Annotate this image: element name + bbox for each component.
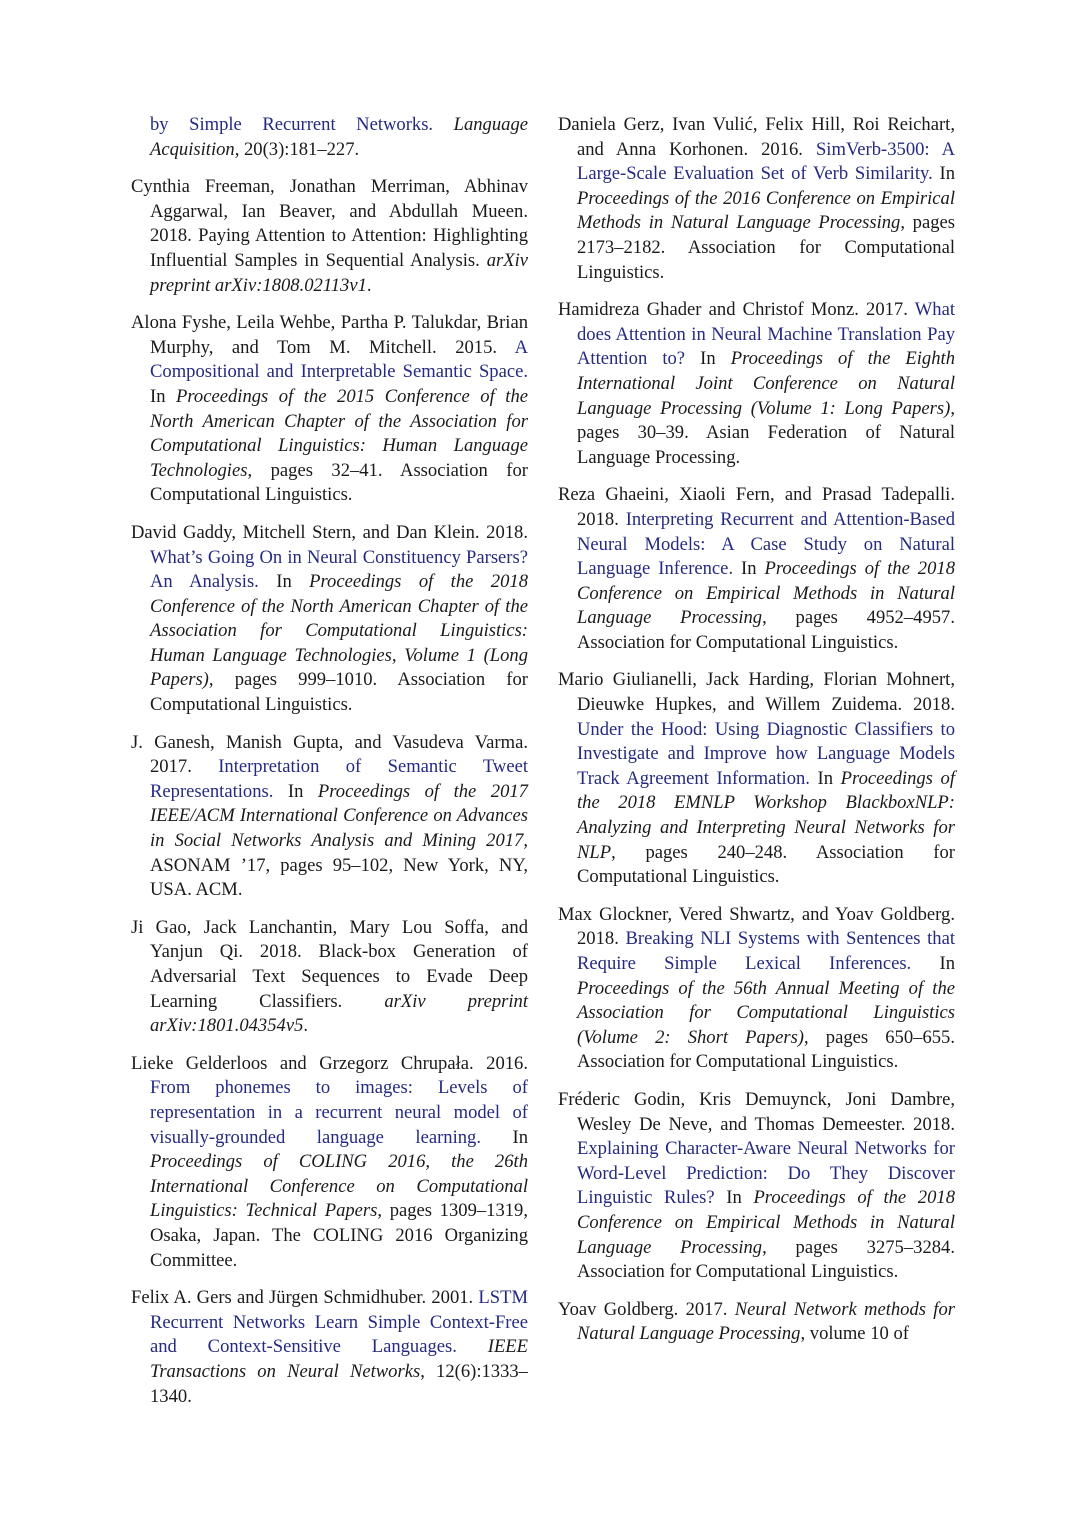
reference-title-link[interactable]: What’s Going On in Neural Constituency Parsers? An Analysis. [150, 546, 528, 593]
reference-venue: Proceedings of the 56th Annual Meeting of the Association for Computational Linguistics (Volume 2: Short Papers) [577, 977, 955, 1048]
reference-in: In [714, 1187, 754, 1209]
reference-title-link[interactable]: Explaining Character-Aware Neural Networks for Word-Level Prediction: Do They Discover Linguistic Rules? [577, 1138, 955, 1209]
reference-title-link[interactable]: Interpreting Recurrent and Attention-Based Neural Models: A Case Study on Natural Language Inference. [577, 508, 955, 580]
reference-in: In [932, 163, 955, 185]
reference-in: In [809, 767, 841, 789]
reference-venue: Language Acquisition [150, 114, 528, 160]
references-left-column [131, 113, 528, 1422]
reference-entry [131, 731, 528, 903]
reference-title: Paying Attention to Attention: Highlighting Influential Samples in Sequential Analysis. [150, 225, 528, 271]
reference-in: In [273, 780, 318, 802]
reference-authors: Cynthia Freeman, Jonathan Merriman, Abhinav Aggarwal, Ian Beaver, and Abdullah Mueen. 2018. [131, 176, 528, 247]
reference-title-link[interactable]: A Compositional and Interpretable Semantic Space. [150, 336, 528, 383]
reference-details: , pages 240–248. Association for Computational Linguistics. [577, 841, 955, 888]
reference-entry [558, 903, 955, 1075]
reference-in: In [733, 558, 765, 580]
reference-venue: Proceedings of the 2018 EMNLP Workshop BlackboxNLP: Analyzing and Interpreting Neural Networks for NLP [577, 767, 955, 863]
reference-authors: Felix A. Gers and Jürgen Schmidhuber. 2001. [131, 1287, 479, 1309]
reference-details: , pages 32–41. Association for Computational Linguistics. [150, 459, 528, 506]
reference-authors: Mario Giulianelli, Jack Harding, Florian Mohnert, Dieuwke Hupkes, and Willem Zuidema. 2018. [558, 669, 955, 716]
reference-venue: Proceedings of the 2016 Conference on Empirical Methods in Natural Language Processing [577, 187, 955, 234]
reference-authors: David Gaddy, Mitchell Stern, and Dan Klein. 2018. [131, 521, 528, 543]
reference-authors: Yoav Goldberg. 2017. [558, 1298, 735, 1320]
reference-details: , 20(3):181–227. [234, 138, 360, 160]
reference-in: In [911, 953, 955, 974]
reference-details: . [303, 1015, 309, 1037]
reference-entry [131, 916, 528, 1039]
reference-title-link[interactable]: What does Attention in Neural Machine Translation Pay Attention to? [577, 299, 955, 370]
reference-details: , pages 650–655. Association for Computational Linguistics. [577, 1026, 955, 1073]
reference-venue: Proceedings of the Eighth International Joint Conference on Natural Language Processing (Volume 1: Long Papers) [577, 348, 955, 419]
reference-authors: J. Ganesh, Manish Gupta, and Vasudeva Varma. 2017. [131, 731, 528, 778]
reference-entry [558, 113, 955, 285]
reference-authors: Alona Fyshe, Leila Wehbe, Partha P. Talukdar, Brian Murphy, and Tom M. Mitchell. 2015. [131, 312, 528, 358]
reference-entry [131, 113, 528, 162]
reference-authors: Fréderic Godin, Kris Demuynck, Joni Dambre, Wesley De Neve, and Thomas Demeester. 2018. [558, 1088, 955, 1135]
reference-venue: Proceedings of the 2015 Conference of the North American Chapter of the Association for Computational Linguistics: Human Language Technologies [150, 385, 529, 481]
reference-entry [558, 483, 955, 655]
reference-entry [558, 298, 955, 470]
reference-venue: arXiv preprint arXiv:1808.02113v1 [150, 249, 528, 296]
reference-title-link[interactable]: SimVerb-3500: A Large-Scale Evaluation Set of Verb Similarity. [577, 138, 955, 185]
reference-entry [558, 668, 955, 889]
reference-details: , pages 2173–2182. Association for Computational Linguistics. [577, 212, 955, 283]
reference-venue: Proceedings of the 2018 Conference on Empirical Methods in Natural Language Processing [577, 558, 955, 629]
reference-venue: Neural Network methods for Natural Language Processing [577, 1298, 956, 1345]
reference-entry [131, 1286, 528, 1409]
reference-in: In [685, 348, 731, 370]
reference-title-link[interactable]: by Simple Recurrent Networks. [150, 114, 434, 135]
reference-authors: Max Glockner, Vered Shwartz, and Yoav Goldberg. 2018. [558, 903, 955, 950]
reference-venue: arXiv preprint arXiv:1801.04354v5 [150, 990, 528, 1037]
reference-venue: Proceedings of the 2018 Conference on Empirical Methods in Natural Language Processing [577, 1187, 955, 1258]
reference-title-link[interactable]: Interpretation of Semantic Tweet Representations. [150, 756, 528, 802]
reference-venue: Proceedings of COLING 2016, the 26th International Conference on Computational Linguistics: Technical Papers [150, 1151, 528, 1222]
reference-venue: IEEE Transactions on Neural Networks [150, 1336, 529, 1382]
reference-authors: Reza Ghaeini, Xiaoli Fern, and Prasad Tadepalli. 2018. [558, 484, 955, 530]
reference-in: In [481, 1126, 528, 1148]
reference-details: , pages 1309–1319, Osaka, Japan. The COLING 2016 Organizing Committee. [150, 1200, 528, 1271]
reference-title: Black-box Generation of Adversarial Text Sequences to Evade Deep Learning Classifiers. [150, 941, 528, 1012]
reference-title-link[interactable]: From phonemes to images: Levels of representation in a recurrent neural model of visually-grounded language learning. [150, 1077, 528, 1148]
reference-venue: Proceedings of the 2018 Conference of the North American Chapter of the Association for Computational Linguistics: Human Language Technologies, Volume 1 (Long Papers) [150, 571, 528, 691]
reference-details: , pages 3275–3284. Association for Computational Linguistics. [577, 1236, 955, 1283]
reference-title-link[interactable]: Under the Hood: Using Diagnostic Classifiers to Investigate and Improve how Language Models Track Agreement Information. [577, 718, 955, 789]
reference-in: In [258, 571, 310, 593]
reference-details: , ASONAM ’17, pages 95–102, New York, NY, USA. ACM. [150, 830, 528, 901]
reference-entry [131, 521, 528, 718]
reference-details: , 12(6):1333–1340. [150, 1360, 528, 1407]
reference-entry [131, 311, 528, 508]
reference-venue: Proceedings of the 2017 IEEE/ACM International Conference on Advances in Social Networks Analysis and Mining 2017 [150, 780, 528, 852]
reference-title-link[interactable]: Breaking NLI Systems with Sentences that Require Simple Lexical Inferences. [577, 928, 956, 974]
reference-in [457, 1336, 488, 1357]
references-right-column [558, 113, 955, 1360]
reference-in: In [150, 385, 177, 407]
reference-entry [131, 1052, 528, 1273]
reference-details: . [366, 274, 372, 296]
reference-details: , pages 30–39. Asian Federation of Natural Language Processing. [577, 397, 955, 468]
reference-authors: Lieke Gelderloos and Grzegorz Chrupała. 2016. [131, 1052, 528, 1074]
reference-authors: Ji Gao, Jack Lanchantin, Mary Lou Soffa, and Yanjun Qi. 2018. [131, 916, 528, 963]
reference-authors: Hamidreza Ghader and Christof Monz. 2017. [558, 299, 915, 321]
reference-details: , volume 10 of [800, 1323, 909, 1345]
reference-details: , pages 999–1010. Association for Computational Linguistics. [150, 669, 528, 716]
reference-title-link[interactable]: LSTM Recurrent Networks Learn Simple Context-Free and Context-Sensitive Languages. [150, 1287, 528, 1358]
reference-entry [131, 175, 528, 298]
reference-details: , pages 4952–4957. Association for Computational Linguistics. [577, 607, 955, 653]
reference-entry [558, 1088, 955, 1285]
reference-entry [558, 1298, 955, 1347]
reference-authors: Daniela Gerz, Ivan Vulić, Felix Hill, Roi Reichart, and Anna Korhonen. 2016. [558, 114, 955, 160]
